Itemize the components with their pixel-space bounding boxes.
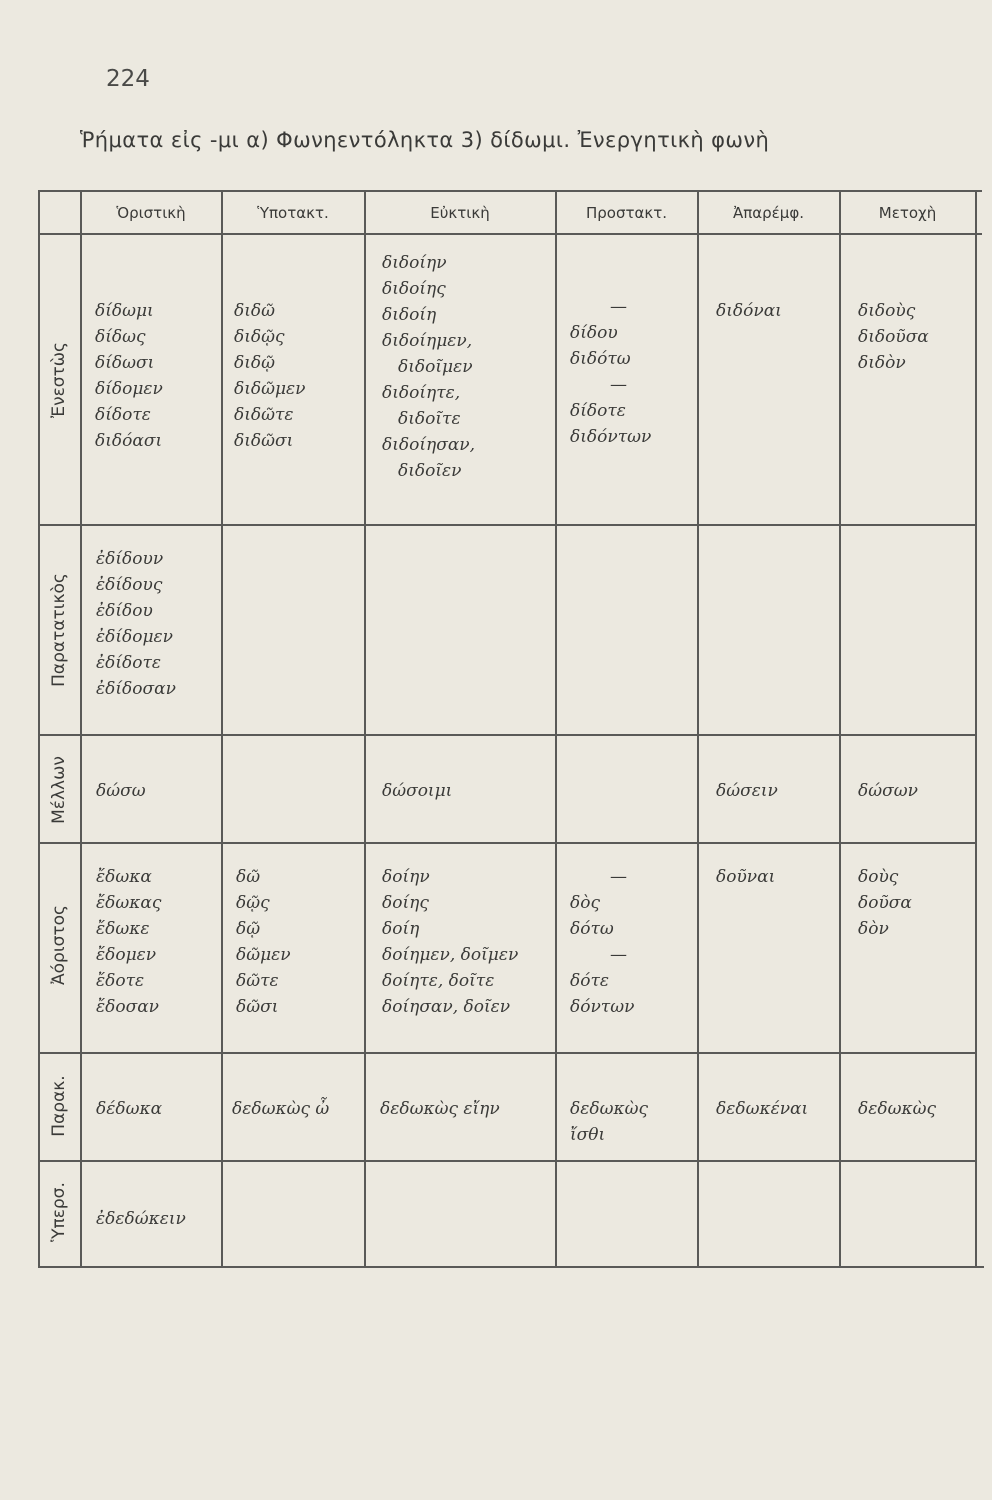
column-divider [364, 190, 366, 1268]
table-left-border [38, 190, 40, 1268]
cell-mellon-metochi: δώσων [858, 781, 918, 801]
row-divider [38, 1052, 976, 1054]
row-label-enestos: Ἐνεστὼς [49, 342, 69, 418]
column-divider [839, 190, 841, 1268]
row-divider [38, 1160, 976, 1162]
column-divider [697, 190, 699, 1268]
cell-enestos-aparemf: διδόναι [716, 301, 782, 321]
row-label-paratatikos: Παρατατικὸς [49, 573, 69, 687]
cell-aoristos-metochi: δοὺς δοῦσα δὸν [858, 867, 912, 939]
header-oristiki: Ὁριστικὴ [116, 204, 186, 222]
cell-parakeimenos-aparemf: δεδωκέναι [716, 1099, 809, 1119]
column-divider [221, 190, 223, 1268]
row-label-parakeimenos: Παρακ. [49, 1075, 69, 1137]
table-bottom-rule [38, 1266, 984, 1268]
row-divider [38, 842, 976, 844]
cell-ypersyntelikos-oristiki: ἐδεδώκειν [96, 1209, 186, 1229]
cell-mellon-oristiki: δώσω [96, 781, 146, 801]
cell-aoristos-oristiki: ἔδωκα ἔδωκας ἔδωκε ἔδομεν ἔδοτε ἔδοσαν [96, 867, 162, 1017]
header-eyktiki: Εὐκτικὴ [430, 204, 490, 222]
row-label-aoristos: Ἀόριστος [49, 905, 69, 985]
cell-enestos-metochi: διδοὺς διδοῦσα διδὸν [858, 301, 929, 373]
column-divider [80, 190, 82, 1268]
header-aparemf: Ἀπαρέμφ. [732, 204, 804, 222]
cell-parakeimenos-prostakt: δεδωκὼς ἴσθι [570, 1099, 648, 1145]
header-metochi: Μετοχὴ [878, 204, 937, 222]
cell-parakeimenos-ypotakt: δεδωκὼς ὦ [232, 1099, 330, 1119]
cell-enestos-oristiki: δίδωμι δίδως δίδωσι δίδομεν δίδοτε διδόασι [95, 301, 163, 451]
table-right-border [975, 190, 977, 1268]
cell-parakeimenos-eyktiki: δεδωκὼς εἴην [380, 1099, 500, 1119]
cell-mellon-aparemf: δώσειν [716, 781, 778, 801]
cell-enestos-eyktiki: διδοίην διδοίης διδοίη διδοίημεν, διδοῖμεν διδοίητε, διδοῖτε διδοίησαν, διδοῖεν [382, 253, 476, 481]
row-divider [38, 734, 976, 736]
cell-aoristos-aparemf: δοῦναι [716, 867, 776, 887]
header-prostakt: Προστακτ. [585, 204, 668, 222]
cell-enestos-ypotakt: διδῶ διδῷς διδῷ διδῶμεν διδῶτε διδῶσι [234, 301, 306, 451]
cell-mellon-eyktiki: δώσοιμι [382, 781, 453, 801]
cell-parakeimenos-oristiki: δέδωκα [96, 1099, 163, 1119]
cell-aoristos-eyktiki: δοίην δοίης δοίη δοίημεν, δοῖμεν δοίητε, δοῖτε δοίησαν, δοῖεν [382, 867, 519, 1017]
cell-aoristos-prostakt: — δὸς δότω — δότε δόντων [570, 867, 635, 1017]
cell-aoristos-ypotakt: δῶ δῷς δῷ δῶμεν δῶτε δῶσι [236, 867, 291, 1017]
page-number: 224 [106, 66, 150, 92]
header-ypotakt: Ὑποτακτ. [257, 204, 329, 222]
row-divider [38, 524, 976, 526]
cell-enestos-prostakt: — δίδου διδότω — δίδοτε διδόντων [570, 297, 652, 447]
row-label-mellon: Μέλλων [49, 756, 69, 824]
page-title: Ῥήματα εἰς -μι α) Φωνηεντόληκτα 3) δίδωμι. Ἐνεργητικὴ φωνὴ [80, 128, 770, 152]
cell-paratatikos-oristiki: ἐδίδουν ἐδίδους ἐδίδου ἐδίδομεν ἐδίδοτε ἐδίδοσαν [96, 549, 176, 699]
cell-parakeimenos-metochi: δεδωκὼς [858, 1099, 936, 1119]
row-label-ypersyntelikos: Ὑπερσ. [49, 1182, 69, 1242]
column-divider [555, 190, 557, 1268]
